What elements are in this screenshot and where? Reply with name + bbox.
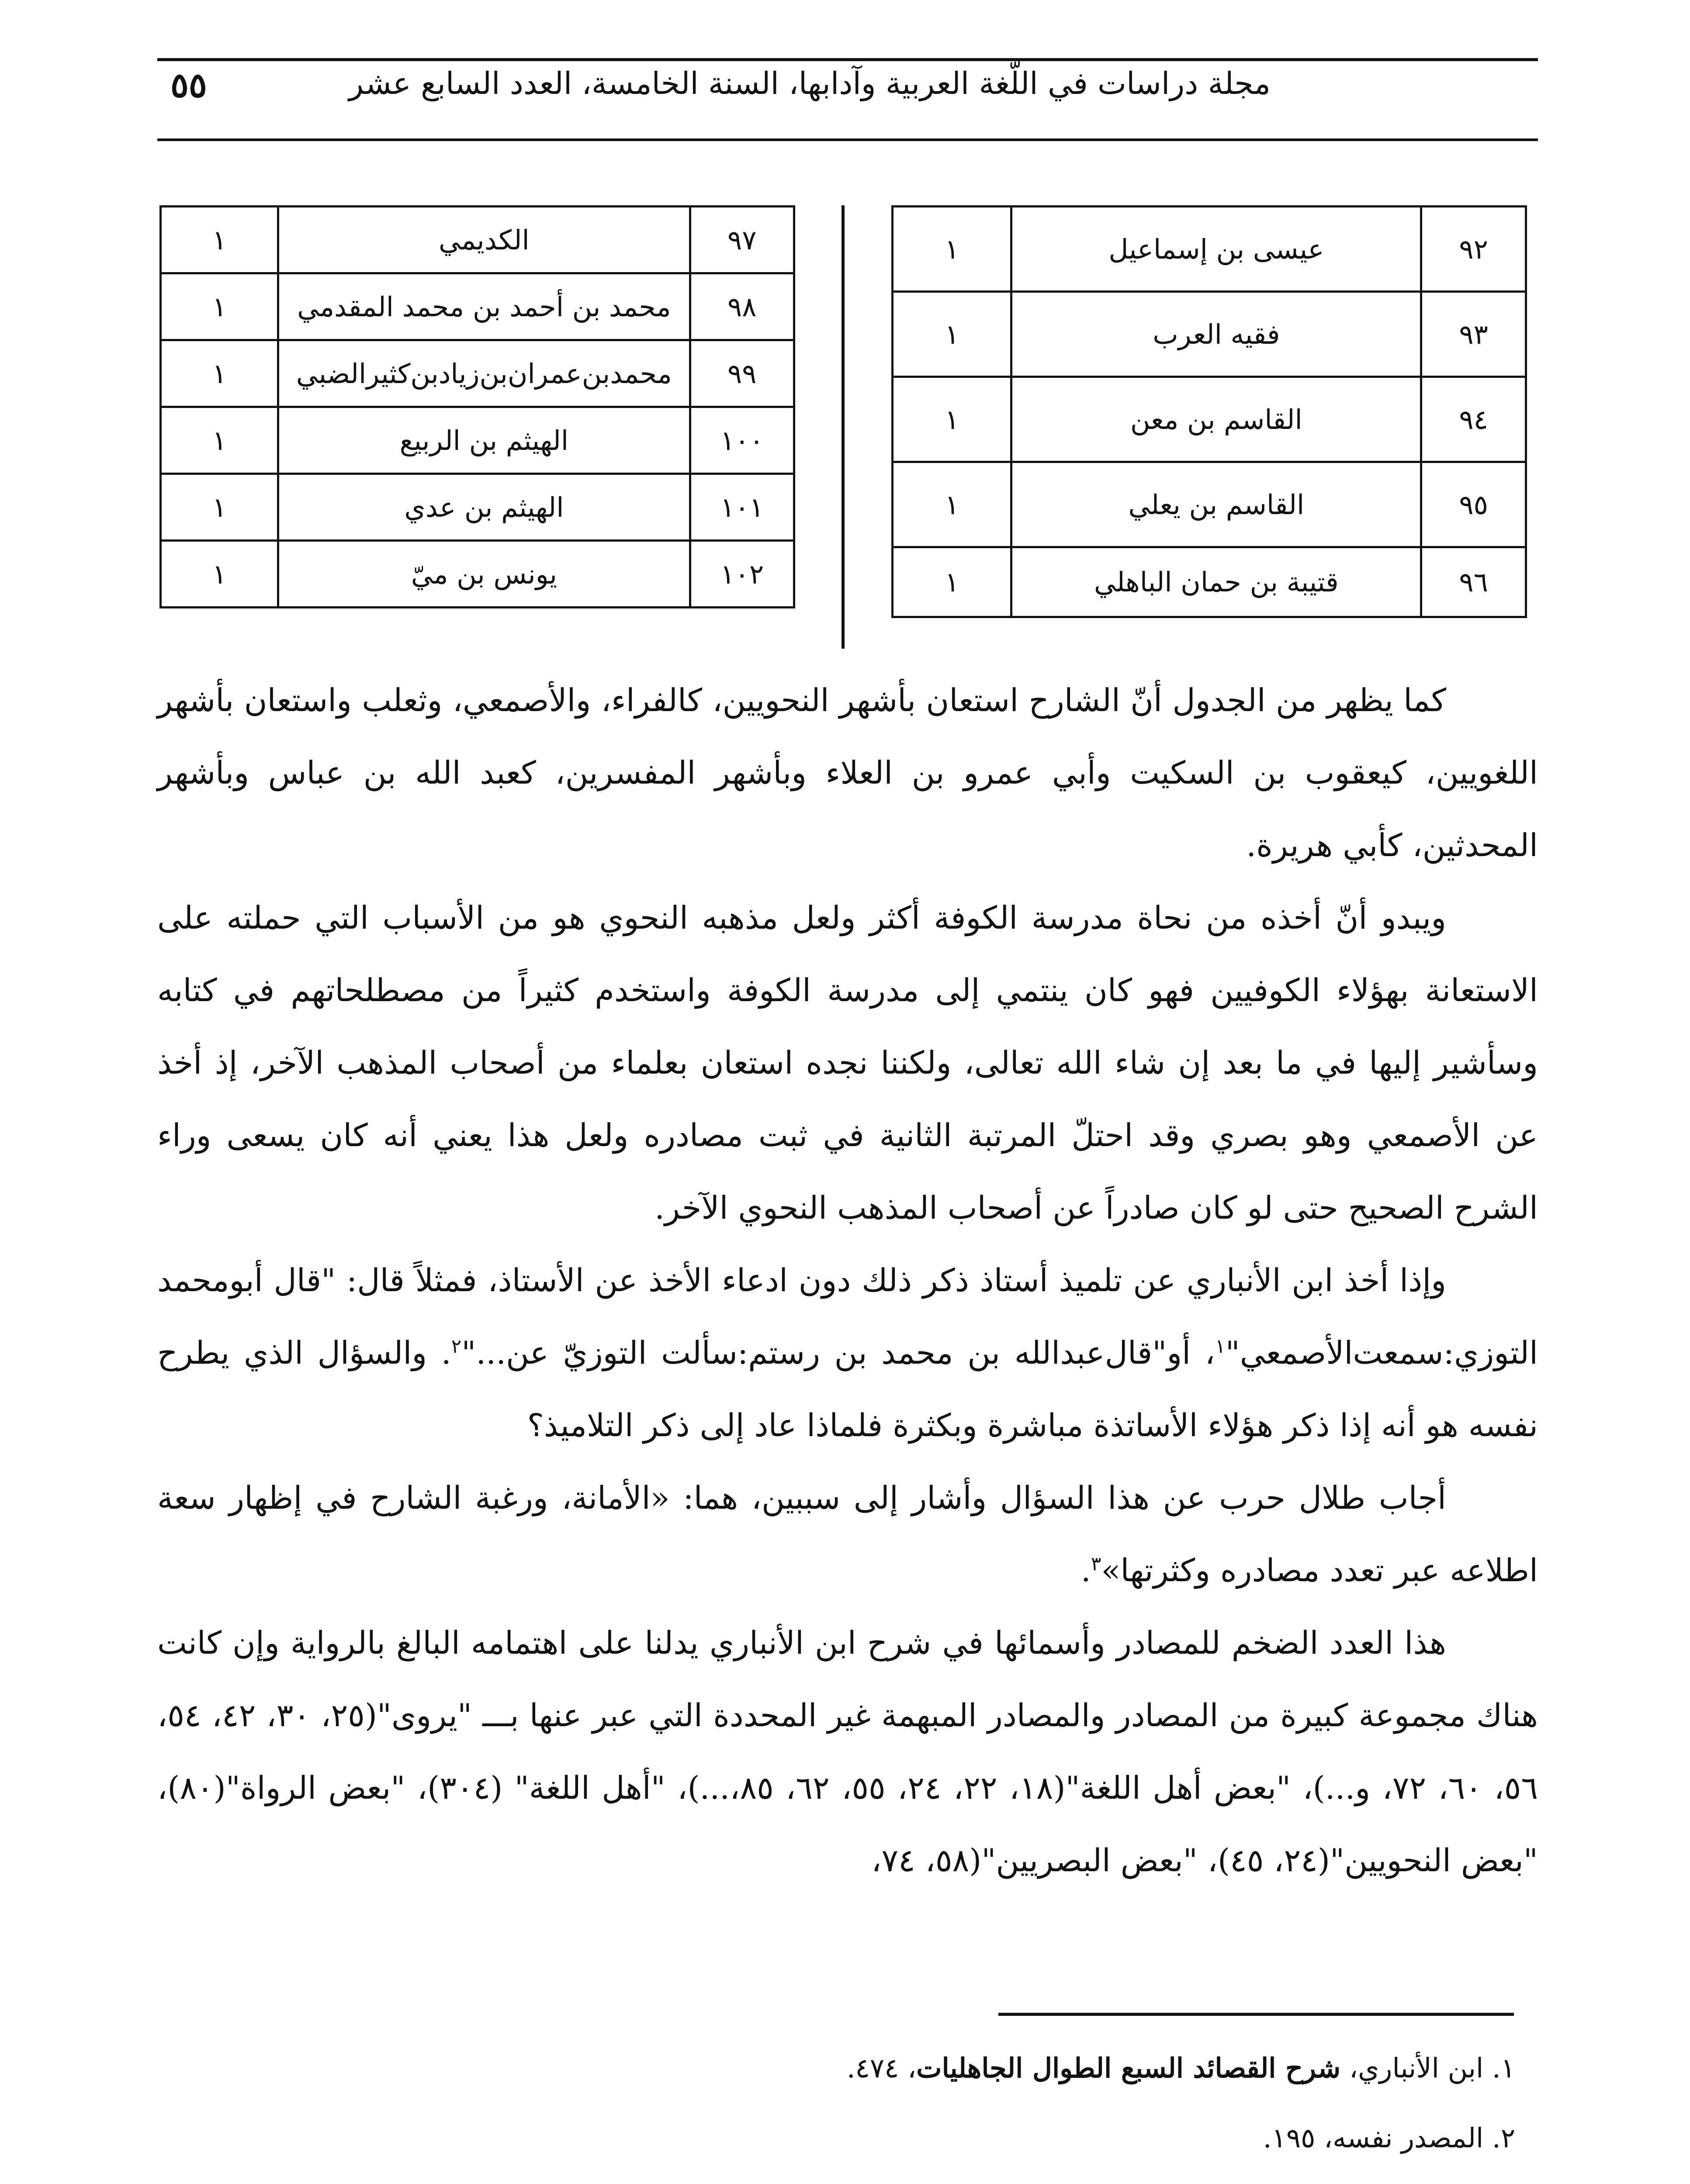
table-row [893, 462, 1526, 547]
source-name: محمد بن أحمد بن محمد المقدمي [278, 273, 690, 340]
row-number: ٩٦ [1421, 547, 1526, 617]
source-name: قتيبة بن حمان الباهلي [1011, 547, 1421, 617]
table-row [161, 340, 794, 407]
page-number: ٥٥ [170, 66, 207, 105]
row-number: ١٠٠ [690, 407, 794, 474]
footnote-1-page: ، ٤٧٤. [846, 2052, 917, 2084]
paragraph-1: كما يظهر من الجدول أنّ الشارح استعان بأشهر النحويين، كالفراء، والأصمعي، وثعلب واستعان بأشهر اللغويين، كيعقوب بن السكيت وأبي عمرو بن العلاء وبأشهر المفسرين، كعبد الله بن عباس وبأشهر المحدثين، كأبي هريرة. [157, 682, 1538, 864]
paragraph-3-part-b: ، أو"قال‌عبدالله بن محمد بن رستم:سألت التوزيّ عن..." [461, 1334, 1216, 1371]
table-row [893, 292, 1526, 377]
source-name: الهيثم بن الربيع [278, 407, 690, 474]
table-row [161, 273, 794, 340]
table-row [161, 474, 794, 541]
footnote-1 [641, 2044, 1515, 2114]
source-name: الهيثم بن عدي [278, 474, 690, 541]
footnote-ref-2[interactable]: ٢ [451, 1335, 462, 1358]
footnote-1-book-title: شرح القصائد السبع الطوال الجاهليات [916, 2052, 1341, 2084]
header-rule-top [157, 58, 1538, 61]
paragraph-4 [157, 1462, 1538, 1607]
row-number: ٩٤ [1421, 377, 1526, 462]
source-count: ١ [161, 207, 278, 273]
source-name: محمدبن‌عمران‌بن‌زيادبن‌كثيرالضبي [278, 340, 690, 407]
source-name: القاسم بن يعلي [1011, 462, 1421, 547]
table-row [893, 207, 1526, 292]
source-count: ١ [161, 340, 278, 407]
footnotes [641, 2044, 1515, 2184]
header-rule-bottom [157, 138, 1538, 141]
row-number: ٩٩ [690, 340, 794, 407]
article-body [157, 664, 1538, 1897]
paragraph-3-part-c: . والسؤال الذي يطرح نفسه هو أنه إذا ذكر هؤلاء الأساتذة مباشرة وبكثرة فلماذا عاد إلى ذكر التلاميذ؟ [157, 1334, 1538, 1444]
table-row [161, 207, 794, 273]
footnote-1-author: ١. ابن الأنباري، [1340, 2052, 1515, 2084]
source-count: ١ [893, 207, 1011, 292]
footnote-2: ٢. المصدر نفسه، ١٩٥. [1263, 2122, 1515, 2154]
paragraph-2: ويبدو أنّ أخذه من نحاة مدرسة الكوفة أكثر ولعل مذهبه النحوي هو من الأسباب التي حملته على الاستعانة بهؤلاء الكوفيين فهو كان ينتمي إلى مدرسة الكوفة واستخدم كثيراً من مصطلحاتهم في كتابه وسأشير إليها في ما بعد إن شاء الله تعالى، ولكننا نجده استعان بعلماء من أصحاب المذهب الآخر، إذ أخذ عن الأصمعي وهو بصري وقد احتلّ المرتبة الثانية في ثبت مصادره ولعل هذا يعني أنه كان يسعى وراء الشرح الصحيح حتى لو كان صادراً عن أصحاب المذهب النحوي الآخر. [157, 899, 1538, 1226]
table-row [161, 407, 794, 474]
source-count: ١ [893, 462, 1011, 547]
source-count: ١ [893, 377, 1011, 462]
source-count: ١ [893, 547, 1011, 617]
footnote-rule [998, 2013, 1514, 2016]
paragraph-3 [157, 1244, 1538, 1462]
table-divider [842, 205, 845, 649]
sources-table-right [891, 205, 1527, 618]
source-count: ١ [161, 407, 278, 474]
source-name: يونس بن ميّ [278, 541, 690, 608]
source-name: القاسم بن معن [1011, 377, 1421, 462]
row-number: ٩٢ [1421, 207, 1526, 292]
row-number: ٩٥ [1421, 462, 1526, 547]
table-row [893, 377, 1526, 462]
source-count: ١ [161, 474, 278, 541]
source-name: الكديمي [278, 207, 690, 273]
footnote-ref-3[interactable]: ٣ [1091, 1553, 1101, 1575]
row-number: ١٠٢ [690, 541, 794, 608]
source-count: ١ [161, 273, 278, 340]
row-number: ٩٣ [1421, 292, 1526, 377]
row-number: ١٠١ [690, 474, 794, 541]
journal-title: مجلة دراسات في اللّغة العربية وآدابها، السنة الخامسة، العدد السابع عشر [349, 66, 1271, 101]
paragraph-4-part-b: . [1080, 1552, 1091, 1589]
paragraph-4-part-a: أجاب طلال حرب عن هذا السؤال وأشار إلى سببين، هما: «الأمانة، ورغبة الشارح في إظهار سعة اطلاعه عبر تعدد مصادره وكثرتها» [157, 1479, 1538, 1589]
source-count: ١ [161, 541, 278, 608]
sources-table-left [159, 205, 795, 608]
table-row [161, 541, 794, 608]
paragraph-5: هذا العدد الضخم للمصادر وأسمائها في شرح ابن الأنباري يدلنا على اهتمامه البالغ بالرواية وإن كانت هناك مجموعة كبيرة من المصادر والمصادر المبهمة غير المحددة التي عبر عنها بـــ "يروى"(٢٥، ٣٠، ٤٢، ٥٤، ٥٦، ٦٠، ٧٢، و...)، "بعض أهل اللغة"(١٨، ٢٢، ٢٤، ٥٥، ٦٢، ٨٥،...)، "أهل اللغة" (٣٠٤)، "بعض الرواة"(٨٠)، "بعض النحويين"(٢٤، ٤٥)، "بعض البصريين"(٥٨، ٧٤، [157, 1624, 1538, 1879]
table-row [893, 547, 1526, 617]
footnote-ref-1[interactable]: ١ [1215, 1335, 1226, 1358]
row-number: ٩٧ [690, 207, 794, 273]
source-name: عيسى بن إسماعيل [1011, 207, 1421, 292]
paragraph-3-part-a: وإذا أخذ ابن الأنباري عن تلميذ أستاذ ذكر ذلك دون ادعاء الأخذ عن الأستاذ، فمثلاً قال: "قال أبومحمد التوزي:سمعت‌الأصمعي" [157, 1262, 1538, 1371]
source-name: فقيه العرب [1011, 292, 1421, 377]
source-count: ١ [893, 292, 1011, 377]
row-number: ٩٨ [690, 273, 794, 340]
